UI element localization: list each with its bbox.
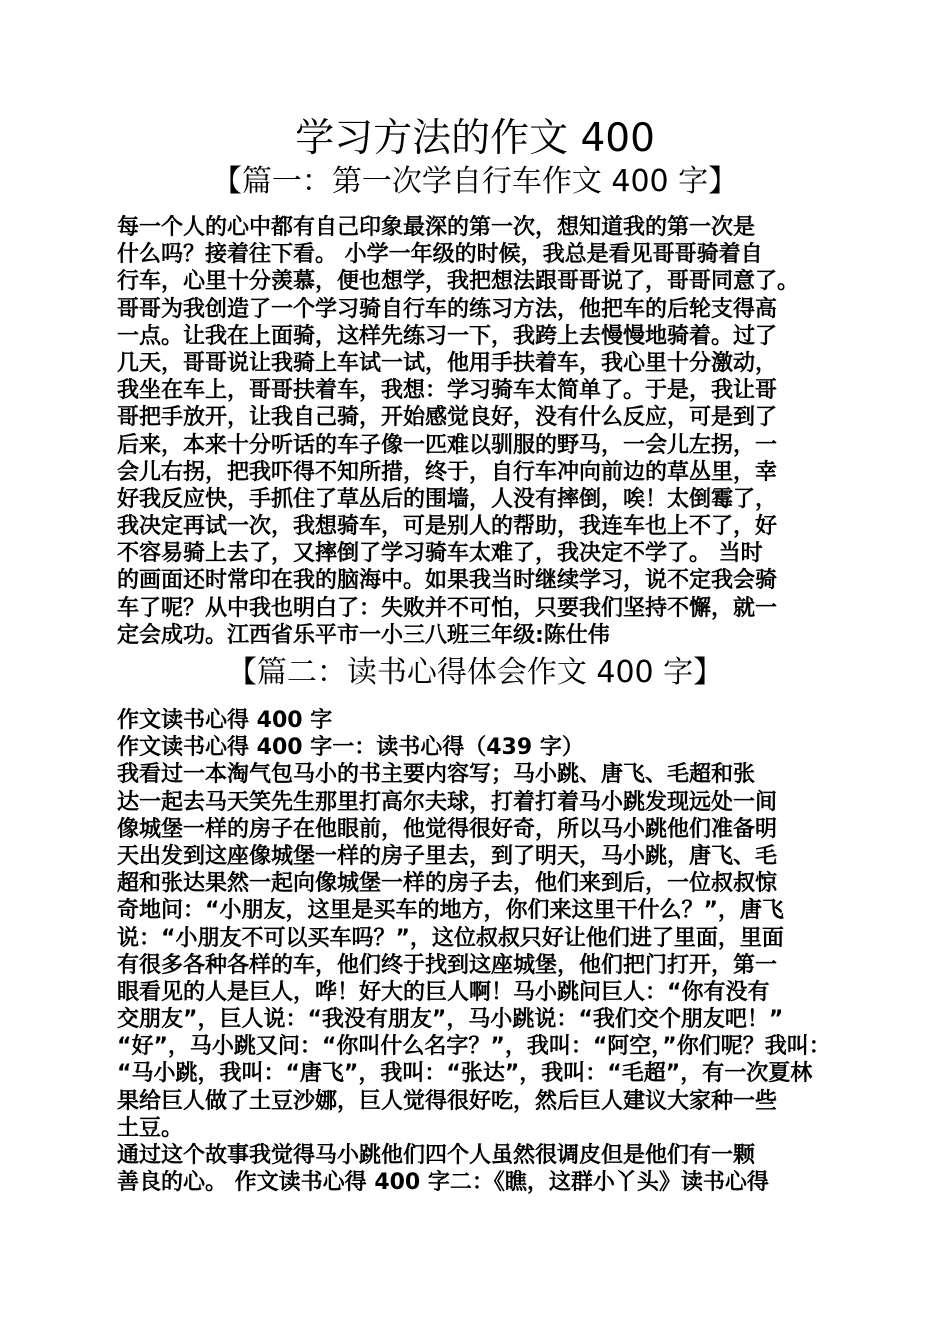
section-heading-1: 【篇一：第一次学自行车作文 400 字】 bbox=[211, 164, 739, 199]
document-title: 学习方法的作文 400 bbox=[295, 116, 655, 161]
text-line: 达一起去马天笑先生那里打高尔夫球，打着打着马小跳发现远处一间 bbox=[117, 789, 778, 815]
section-1-body bbox=[117, 214, 847, 649]
text-line: 作文读书心得 400 字一：读书心得（439 字） bbox=[117, 735, 584, 761]
text-line: 我看过一本淘气包马小的书主要内容写；马小跳、唐飞、毛超和张 bbox=[117, 762, 756, 788]
text-line: 行车，心里十分羡慕，便也想学，我把想法跟哥哥说了，哥哥同意了。 bbox=[117, 269, 800, 295]
text-line: 后来，本来十分听话的车子像一匹难以驯服的野马，一会儿左拐，一 bbox=[117, 432, 778, 458]
text-line: 每一个人的心中都有自己印象最深的第一次，想知道我的第一次是 bbox=[117, 215, 756, 240]
text-line: 我决定再试一次，我想骑车，可是别人的帮助，我连车也上不了，好 bbox=[117, 514, 778, 540]
text-line: 几天，哥哥说让我骑上车试一试，他用手扶着车，我心里十分激动， bbox=[117, 350, 778, 376]
text-line: 哥哥为我创造了一个学习骑自行车的练习方法，他把车的后轮支得高 bbox=[117, 296, 778, 322]
text-line: 有很多各种各样的车，他们终于找到这座城堡，他们把门打开，第一 bbox=[117, 952, 778, 978]
text-line: 哥把手放开，让我自己骑，开始感觉良好，没有什么反应，可是到了 bbox=[117, 405, 778, 431]
text-line: 作文读书心得 400 字 bbox=[117, 708, 333, 733]
text-line: 眼看见的人是巨人，哗！好大的巨人啊！马小跳问巨人：“你有没有 bbox=[117, 979, 770, 1005]
text-line: 好我反应快，手抓住了草丛后的围墙，人没有摔倒，唉！太倒霉了， bbox=[117, 486, 778, 512]
text-line: 奇地问：“小朋友，这里是买车的地方，你们来这里干什么？”，唐飞 bbox=[117, 898, 784, 924]
text-line: 善良的心。 作文读书心得 400 字二：《瞧，这群小丫头》读书心得 bbox=[117, 1170, 769, 1196]
text-line: 通过这个故事我觉得马小跳他们四个人虽然很调皮但是他们有一颗 bbox=[117, 1143, 756, 1168]
text-line: 会儿右拐，把我吓得不知所措，终于，自行车冲向前边的草丛里，幸 bbox=[117, 459, 778, 485]
text-line: 不容易骑上去了，又摔倒了学习骑车太难了，我决定不学了。 当时 bbox=[117, 541, 763, 567]
text-line: 交朋友”，巨人说：“我没有朋友”，马小跳说：“我们交个朋友吧！” bbox=[117, 1007, 784, 1033]
text-line: “马小跳，我叫：“唐飞”，我叫：“张达”，我叫：“毛超”，有一次夏林 bbox=[117, 1061, 813, 1087]
text-line: 像城堡一样的房子在他眼前，他觉得很好奇，所以马小跳他们准备明 bbox=[117, 816, 778, 842]
text-line: 车了呢？从中我也明白了：失败并不可怕，只要我们坚持不懈，就一 bbox=[117, 595, 778, 621]
section-heading-2: 【篇二：读书心得体会作文 400 字】 bbox=[226, 655, 724, 690]
text-line: 果给巨人做了土豆沙娜，巨人觉得很好吃，然后巨人建议大家种一些 bbox=[117, 1088, 778, 1114]
text-line: 的画面还时常印在我的脑海中。如果我当时继续学习，说不定我会骑 bbox=[117, 568, 778, 594]
text-line: 说：“小朋友不可以买车吗？”，这位叔叔只好让他们进了里面，里面 bbox=[117, 925, 784, 951]
text-line: 一点。让我在上面骑，这样先练习一下，我跨上去慢慢地骑着。过了 bbox=[117, 323, 778, 349]
section-2-body bbox=[117, 707, 847, 1196]
text-line: 天出发到这座像城堡一样的房子里去，到了明天，马小跳，唐飞、毛 bbox=[117, 843, 778, 869]
text-line: 定会成功。江西省乐平市一小三八班三年级:陈仕伟 bbox=[117, 622, 610, 648]
text-line: 我坐在车上，哥哥扶着车，我想：学习骑车太简单了。于是，我让哥 bbox=[117, 378, 778, 404]
text-line: “好”，马小跳又问：“你叫什么名字？”，我叫：“阿空，”你们呢？我叫： bbox=[117, 1034, 831, 1060]
text-line: 超和张达果然一起向像城堡一样的房子去，他们来到后，一位叔叔惊 bbox=[117, 871, 778, 897]
text-line: 土豆。 bbox=[117, 1115, 184, 1141]
text-line: 什么吗？接着往下看。 小学一年级的时候，我总是看见哥哥骑着自 bbox=[117, 242, 763, 268]
